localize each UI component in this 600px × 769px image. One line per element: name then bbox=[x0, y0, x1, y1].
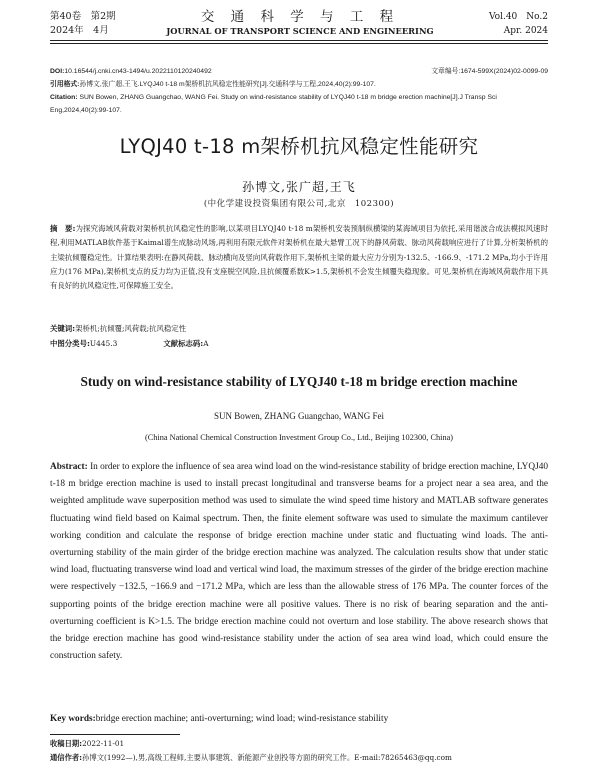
citation-en bbox=[50, 91, 548, 117]
keywords-cn-label: 关键词: bbox=[50, 324, 76, 333]
affiliation-en: (China National Chemical Construction Investment Group Co., Ltd., Beijing 102300, China) bbox=[144, 433, 454, 442]
doi-label: DOI: bbox=[50, 68, 65, 75]
keywords-en bbox=[50, 712, 548, 727]
volume-en: Vol.40 No.2 bbox=[488, 12, 548, 22]
received-date bbox=[50, 737, 560, 750]
abstract-cn-text: 为探究海域风荷载对架桥机抗风稳定性的影响,以某项目LYQJ40 t-18 m架桥机安装预制纵横梁的某海域项目为依托,采用谐波合成法模拟风速时程,利用MATLAB软件基于Kaimal谱生成脉动风场,再利用有限元软件对架桥机在最大悬臂工况下的静风荷载、脉动风荷载响应进行了计算,分析架桥机的主梁抗倾覆稳定性。计算结果表明:在静风荷载、脉动横向及竖向风荷载作用下,架桥机主梁的最大应力分别为-132.5、-166.9、-171.2 MPa,均小于许用应力(176 MPa),架桥机支点的反力均为正值,没有支座脱空风险,且抗倾覆系数K>1.5,架桥机不会发生倾覆失稳现象。可见,架桥机在海域风荷载作用下具有良好的抗风稳定性,可保障施工安全。 bbox=[50, 224, 548, 291]
author-info: 孙博文(1992—),男,高级工程师,主要从事建筑、新能源产业创投等方面的研究工作。E-mail:78265463@qq.com bbox=[82, 753, 452, 762]
doc-code: A bbox=[203, 339, 209, 348]
abstract-en bbox=[50, 459, 548, 665]
corresponding-author bbox=[50, 751, 560, 764]
abstract-en-label: Abstract: bbox=[50, 462, 88, 472]
abstract-cn bbox=[50, 222, 548, 293]
keywords-cn bbox=[50, 322, 548, 336]
header-rule-top bbox=[50, 40, 548, 41]
volume-cn: 第40卷 第2期 bbox=[50, 11, 116, 22]
date-en: Apr. 2024 bbox=[503, 26, 548, 36]
journal-issue-en bbox=[470, 10, 548, 38]
header-rule-bottom bbox=[50, 43, 548, 44]
journal-name-cn: 交 通 科 学 与 工 程 bbox=[200, 9, 400, 25]
authors-cn: 孙博文,张广超,王飞 bbox=[242, 180, 356, 194]
doc-code-label: 文献标志码: bbox=[163, 339, 204, 348]
citation-cn bbox=[50, 78, 548, 91]
abstract-cn-label: 摘 要: bbox=[50, 224, 76, 233]
keywords-en-text: bridge erection machine; anti-overturning; wind load; wind-resistance stability bbox=[95, 714, 389, 724]
doi-line bbox=[50, 65, 548, 78]
class-number: U445.3 bbox=[89, 339, 118, 348]
citation-block bbox=[50, 78, 548, 117]
keywords-cn-text: 架桥机;抗倾覆;风荷载;抗风稳定性 bbox=[75, 324, 187, 333]
article-number: 文章编号:1674-599X(2024)02-0099-09 bbox=[431, 68, 548, 75]
citation-cn-label: 引用格式: bbox=[50, 81, 80, 88]
journal-issue-cn bbox=[50, 10, 116, 38]
author-label: 通信作者: bbox=[50, 753, 83, 762]
date-cn: 2024年 4月 bbox=[50, 25, 109, 36]
abstract-en-text: In order to explore the influence of sea area wind load on the wind-resistance stability of bridge erection machine, LYQJ40 t-18 m bridge erection machine is used to install precast longitudinal and transverse beams for a project near a sea area, and the weighted amplitude wave superposition method was used to simulate the wind speed time history and MATLAB software generates fluctuating wind field based on Kaimal spectrum. Then, the finite element software was used to simulate the maximum cantilever working condition and calculate the response of bridge erection machine under static and fluctuating wind loads. The anti-overturning stability of the main girder of the bridge erection machine was analyzed. The calculation results show that under static wind load, fluctuating transverse wind load and vertical wind load, the maximum stresses of the girder of the bridge erection machine were respectively −132.5, −166.9 and −171.2 MPa, which are less than the allowable stress of 176 MPa. The counter forces of the supporting points of the bridge erection machine were all positive values. There is no risk of bearing separation and the anti-overturning coefficient is K>1.5. The bridge erection machine could not overturn and lose stability. The above research shows that the bridge erection machine has good wind-resistance stability under the action of sea area wind load, which could ensure the construction safety. bbox=[50, 462, 549, 662]
received-label: 收稿日期: bbox=[50, 739, 83, 748]
title-en: Study on wind-resistance stability of LYQJ40 t-18 m bridge erection machine bbox=[80, 374, 518, 389]
keywords-en-label: Key words: bbox=[50, 714, 96, 724]
received-value: 2022-11-01 bbox=[82, 739, 125, 748]
title-cn: LYQJ40 t-18 m架桥机抗风稳定性能研究 bbox=[119, 135, 479, 158]
citation-en-text: SUN Bowen, ZHANG Guangchao, WANG Fei. Study on wind-resistance stability of LYQJ40 t-18 m bridge erection machine[J].J Transp Sci Eng,2024,40(2):99-107. bbox=[50, 94, 497, 114]
classification-line bbox=[50, 337, 548, 351]
citation-en-label: Citation: bbox=[50, 94, 78, 101]
journal-name-en: JOURNAL OF TRANSPORT SCIENCE AND ENGINEERING bbox=[166, 26, 434, 36]
class-number-label: 中图分类号: bbox=[50, 339, 90, 348]
affiliation-cn: (中化学建设投资集团有限公司,北京 102300) bbox=[203, 199, 395, 209]
footnote-rule bbox=[50, 734, 180, 735]
journal-name bbox=[150, 9, 450, 37]
authors-en: SUN Bowen, ZHANG Guangchao, WANG Fei bbox=[213, 411, 385, 421]
doi[interactable]: 10.16544/j.cnki.cn43-1494/u.2022110120240492 bbox=[64, 68, 212, 75]
citation-cn-text: 孙博文,张广超,王飞.LYQJ40 t-18 m架桥机抗风稳定性能研究[J].交通科学与工程,2024,40(2):99-107. bbox=[79, 81, 376, 88]
